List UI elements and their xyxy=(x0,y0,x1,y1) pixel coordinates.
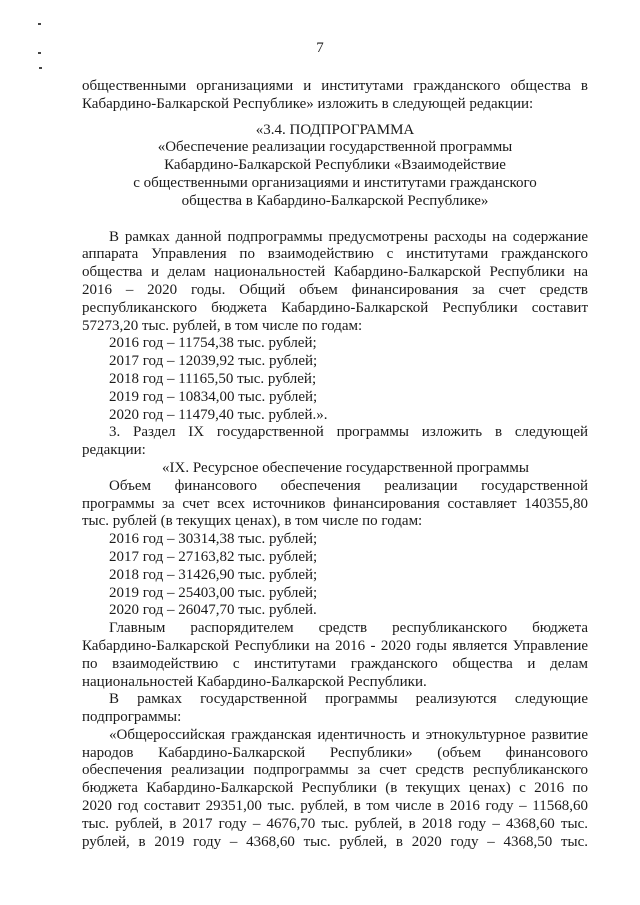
paragraph-line: тыс. рублей (в текущих ценах), в том числе по годам: xyxy=(82,513,423,530)
page-number: 7 xyxy=(316,40,324,56)
paragraph-line: народов Кабардино-Балкарской Республики» (объем финансового xyxy=(82,744,588,761)
item-3-paragraph xyxy=(82,424,588,460)
paragraph-line: «Общероссийская гражданская идентичность и этнокультурное развитие xyxy=(109,726,588,743)
subprogram-heading-line-3: Кабардино-Балкарской Республики «Взаимодействие xyxy=(164,157,506,174)
paragraph-line: 57273,20 тыс. рублей, в том числе по годам: xyxy=(82,317,363,334)
paragraph-line: 2016 – 2020 годы. Общий объем финансирования за счет средств xyxy=(82,281,588,298)
paragraph-line: республиканского бюджета Кабардино-Балкарской Республики составит xyxy=(82,299,588,316)
subprogram-1-paragraph xyxy=(82,727,588,852)
year-amount-line: 2018 год – 31426,90 тыс. рублей; xyxy=(109,566,318,583)
paragraph-line: общества и делам национальностей Кабардино-Балкарской Республики на xyxy=(82,264,588,281)
section-9-paragraph xyxy=(82,478,588,531)
subprogram-heading-line-1: «3.4. ПОДПРОГРАММА xyxy=(255,121,415,138)
paragraph-line: В рамках данной подпрограммы предусмотрены расходы на содержание xyxy=(109,228,588,245)
subprogram-heading-line-2: «Обеспечение реализации государственной программы xyxy=(157,139,513,156)
paragraph-line: рублей, в 2019 году – 4368,60 тыс. рублей, в 2020 году – 4368,50 тыс. xyxy=(82,833,588,850)
year-amount-line: 2019 год – 25403,00 тыс. рублей; xyxy=(109,584,318,601)
manager-paragraph xyxy=(82,620,588,691)
program-years-list xyxy=(82,531,588,620)
paragraph-line: программы за счет всех источников финансирования составляет 140355,80 xyxy=(82,495,588,512)
paragraph-line: бюджета Кабардино-Балкарской Республики (в текущих ценах) с 2016 по xyxy=(82,780,588,797)
year-amount-line: 2016 год – 11754,38 тыс. рублей; xyxy=(109,335,317,352)
margin-mark-top xyxy=(38,23,41,25)
subprogram-heading xyxy=(82,122,588,211)
paragraph-line: аппарата Управления по взаимодействию с институтами гражданского xyxy=(82,246,588,263)
subprogram-financing-paragraph xyxy=(82,229,588,336)
margin-mark-bottom xyxy=(39,67,42,69)
subprogram-years-list xyxy=(82,335,588,424)
paragraph-line: по взаимодействию с институтами гражданского общества и делам xyxy=(82,655,588,672)
year-amount-line: 2019 год – 10834,00 тыс. рублей; xyxy=(109,388,318,405)
paragraph-line: Объем финансового обеспечения реализации государственной xyxy=(109,477,588,494)
subprogram-heading-line-4: с общественными организациями и институтами гражданского xyxy=(133,174,537,191)
paragraph-line: Главным распорядителем средств республиканского бюджета xyxy=(109,620,588,637)
intro-line-1: общественными организациями и институтами гражданского общества в xyxy=(82,78,588,94)
paragraph-line: национальностей Кабардино-Балкарской Республики. xyxy=(82,673,427,690)
section-9-title: «IX. Ресурсное обеспечение государственной программы xyxy=(162,459,529,476)
year-amount-line: 2016 год – 30314,38 тыс. рублей; xyxy=(109,531,318,548)
paragraph-line: редакции: xyxy=(82,442,146,459)
year-amount-line: 2017 год – 12039,92 тыс. рублей; xyxy=(109,353,318,370)
subprograms-intro-paragraph xyxy=(82,691,588,727)
paragraph-line: 2020 год составит 29351,00 тыс. рублей, в том числе в 2016 году – 11568,60 xyxy=(82,798,588,815)
subprogram-heading-line-5: общества в Кабардино-Балкарской Республике» xyxy=(181,192,489,209)
paragraph-line: 3. Раздел IX государственной программы изложить в следующей xyxy=(109,424,588,441)
intro-line-2: Кабардино-Балкарской Республике» изложить в следующей редакции: xyxy=(82,95,534,112)
paragraph-line: В рамках государственной программы реализуются следующие xyxy=(109,691,588,708)
year-amount-line: 2020 год – 26047,70 тыс. рублей. xyxy=(109,602,317,619)
year-amount-line: 2017 год – 27163,82 тыс. рублей; xyxy=(109,548,318,565)
paragraph-line: обеспечения реализации подпрограммы за счет средств республиканского xyxy=(82,762,588,779)
paragraph-line: подпрограммы: xyxy=(82,709,182,726)
paragraph-line: Кабардино-Балкарской Республики на 2016 - 2020 годы является Управление xyxy=(82,637,588,654)
document-body xyxy=(82,78,588,851)
year-amount-line: 2018 год – 11165,50 тыс. рублей; xyxy=(109,370,317,387)
year-amount-line: 2020 год – 11479,40 тыс. рублей.». xyxy=(109,406,328,423)
paragraph-line: тыс. рублей, в 2017 году – 4676,70 тыс. рублей, в 2018 году – 4368,60 тыс. xyxy=(82,815,588,832)
